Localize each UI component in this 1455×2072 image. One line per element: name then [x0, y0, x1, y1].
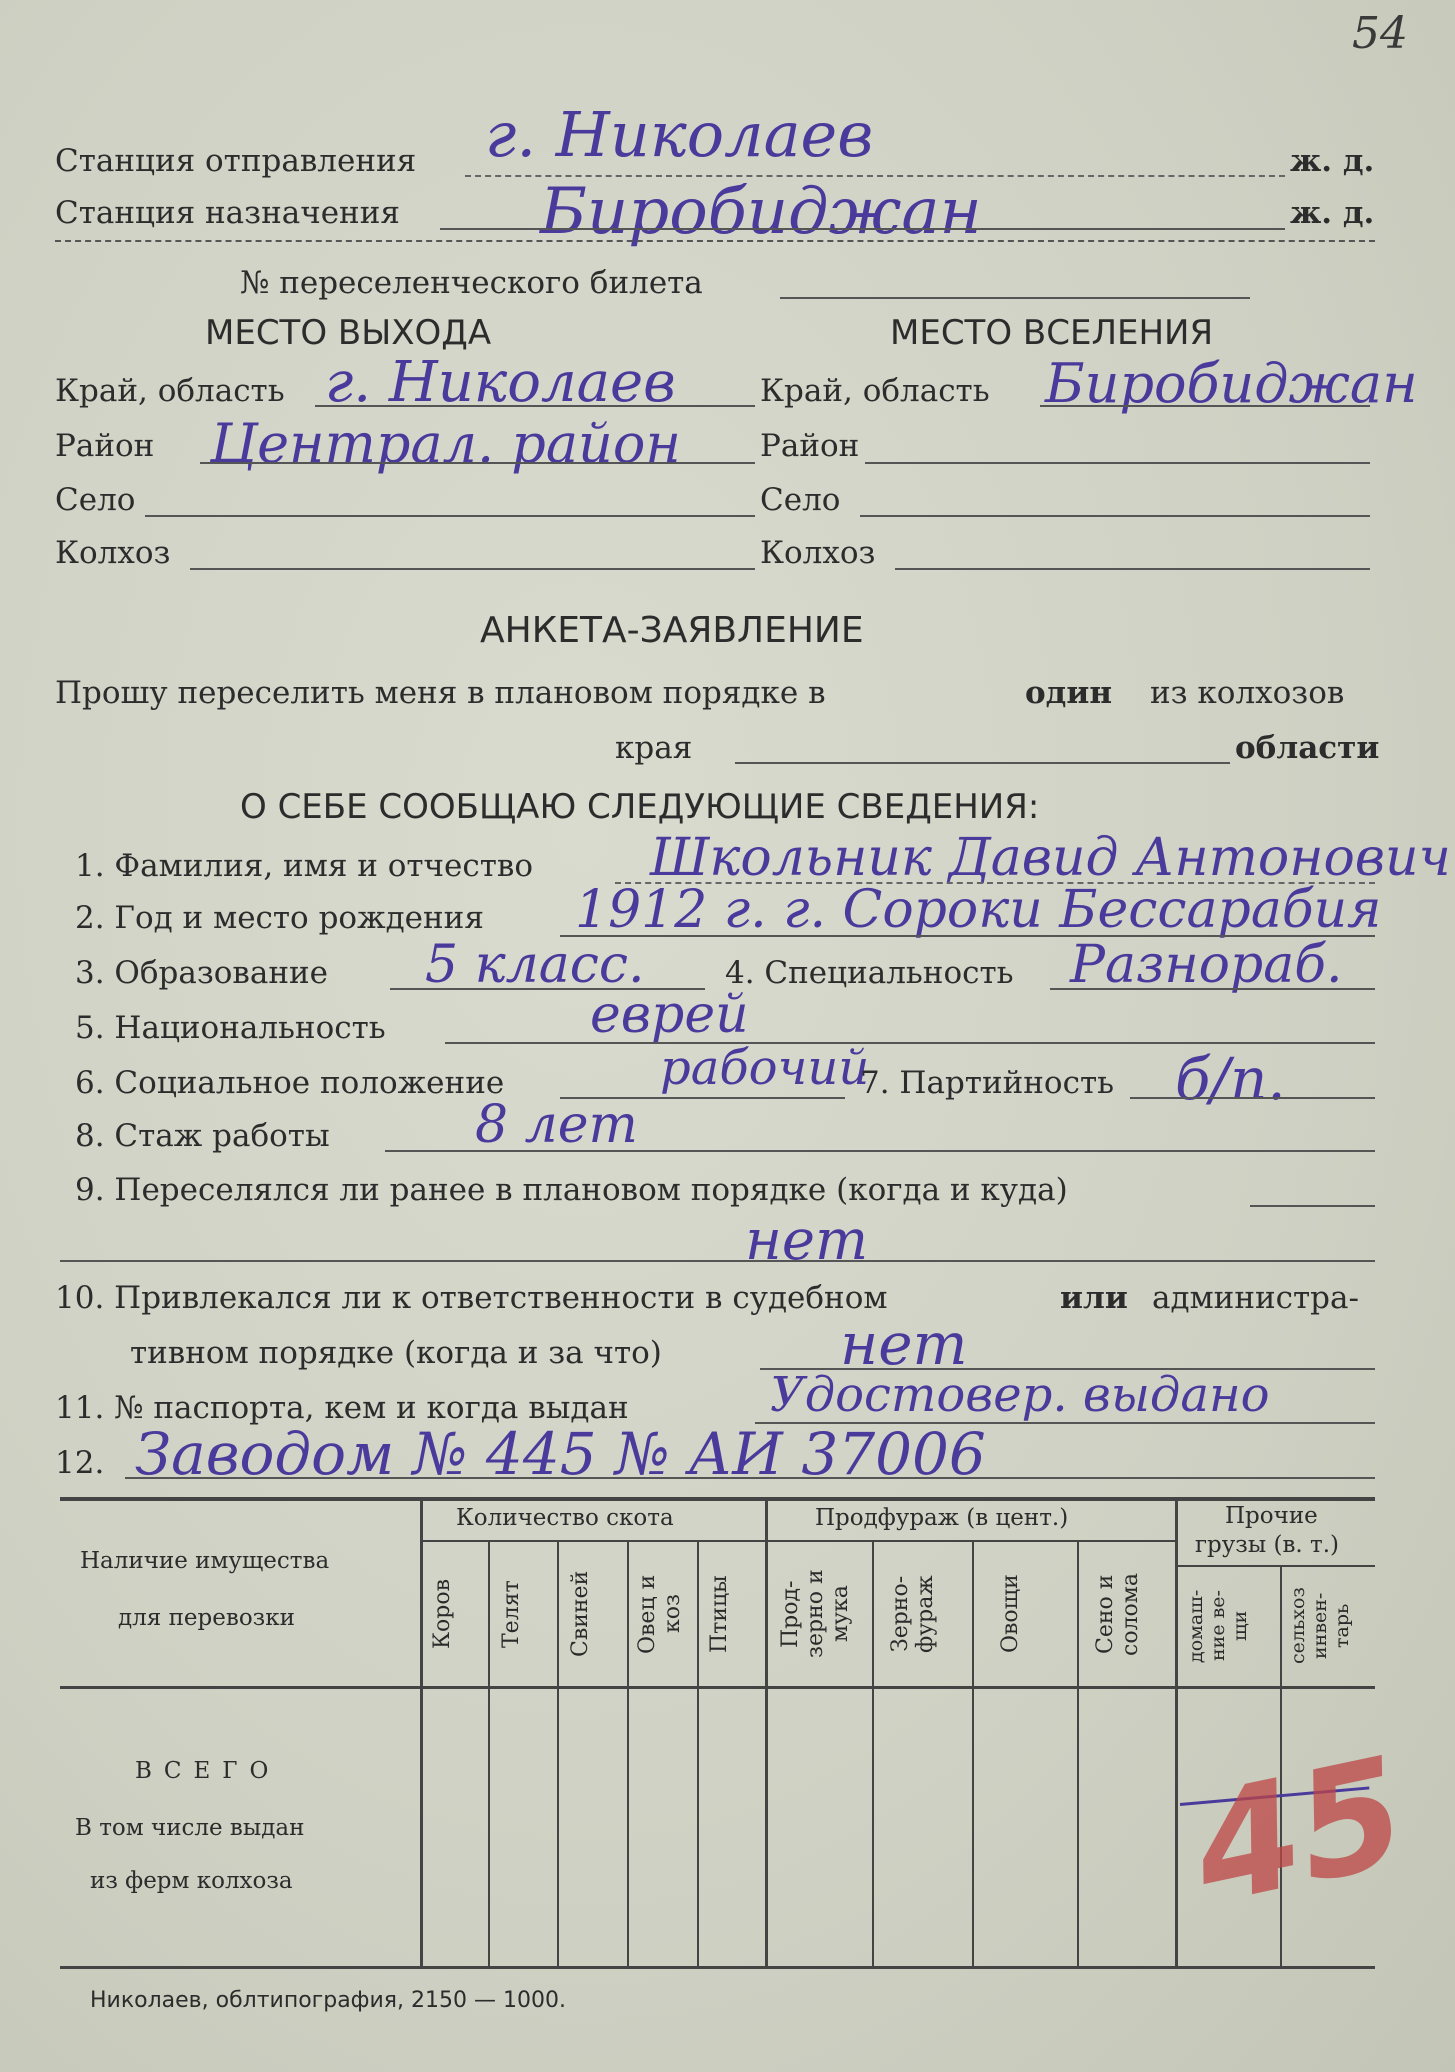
total-label: ВСЕГО	[135, 1758, 281, 1784]
col-header-4: Птицы	[707, 1575, 732, 1653]
origin-kolkhoz-label: Колхоз	[55, 535, 171, 571]
field-4-value: Разнораб.	[1070, 935, 1343, 995]
col-header-2: Свиней	[568, 1570, 593, 1658]
field-10-admin: администра-	[1152, 1280, 1359, 1316]
resettlement-ticket-label: № переселенческого билета	[240, 265, 703, 301]
group-other-title-2: грузы (в. т.)	[1195, 1532, 1340, 1558]
field-11-label: 11. № паспорта, кем и когда выдан	[55, 1390, 629, 1426]
red-pencil-mark: 45	[1179, 1725, 1420, 1939]
field-12-value: Заводом № 445 № АИ 37006	[135, 1420, 986, 1488]
printer-footer: Николаев, облтипография, 2150 — 1000.	[90, 1988, 566, 2013]
col-sep-3	[627, 1542, 629, 1966]
field-12-label: 12.	[55, 1445, 105, 1481]
col-sep-5	[765, 1497, 768, 1966]
destination-district-label: Район	[760, 428, 860, 464]
group-feed-rule	[765, 1540, 1175, 1542]
field-10-label-2: тивном порядке (когда и за что)	[130, 1335, 662, 1371]
field-3-value: 5 класс.	[425, 935, 645, 995]
field-7-value: б/п.	[1175, 1045, 1286, 1113]
destination-region-value: Биробиджан	[1045, 352, 1418, 415]
destination-region-label: Край, область	[760, 373, 990, 409]
col-header-9: домаш- ние ве- щи	[1185, 1589, 1251, 1663]
field-11-value: Удостовер. выдано	[770, 1367, 1270, 1423]
station-departure-label: Станция отправления	[55, 143, 417, 179]
group-other-rule	[1175, 1565, 1375, 1567]
field-9-label: 9. Переселялся ли ранее в плановом порядке (когда и куда)	[75, 1172, 1068, 1208]
col-header-7: Овощи	[998, 1574, 1023, 1654]
destination-village-label: Село	[760, 482, 841, 518]
about-self-heading: О СЕБЕ СООБЩАЮ СЛЕДУЮЩИЕ СВЕДЕНИЯ:	[240, 787, 1040, 827]
group-livestock-title: Количество скота	[456, 1505, 674, 1531]
destination-title: МЕСТО ВСЕЛЕНИЯ	[890, 313, 1214, 353]
row-header-line-1: Наличие имущества	[80, 1548, 330, 1574]
origin-region-label: Край, область	[55, 373, 285, 409]
col-header-3: Овец и коз	[635, 1574, 685, 1654]
col-header-0: Коров	[430, 1579, 455, 1649]
col-sep-4	[697, 1542, 699, 1966]
issued-line-1: В том числе выдан	[75, 1815, 305, 1841]
group-feed-title: Продфураж (в цент.)	[815, 1505, 1069, 1531]
field-3-label: 3. Образование	[75, 955, 329, 991]
destination-kolkhoz-label: Колхоз	[760, 535, 876, 571]
col-sep-6	[872, 1542, 874, 1966]
origin-district-label: Район	[55, 428, 155, 464]
col-sep-7	[972, 1542, 974, 1966]
request-kolkhoz: из колхозов	[1150, 675, 1345, 711]
col-header-5: Прод- зерно и мука	[778, 1569, 853, 1659]
origin-region-value: г. Николаев	[325, 350, 676, 415]
oblast-label: области	[1235, 730, 1380, 766]
col-header-1: Телят	[499, 1580, 524, 1648]
station-destination-value: Биробиджан	[540, 175, 982, 249]
issued-line-2: из ферм колхоза	[90, 1868, 293, 1894]
station-destination-suffix: ж. д.	[1290, 195, 1375, 231]
form-title: АНКЕТА-ЗАЯВЛЕНИЕ	[480, 610, 864, 651]
field-6-value: рабочий	[660, 1040, 870, 1096]
field-5-value: еврей	[590, 985, 749, 1045]
group-livestock-rule	[420, 1540, 765, 1542]
field-8-value: 8 лет	[475, 1095, 638, 1155]
field-10-value: нет	[840, 1310, 968, 1378]
col-header-8: Сено и солома	[1093, 1572, 1143, 1656]
field-8-label: 8. Стаж работы	[75, 1118, 330, 1154]
field-7-label: 7. Партийность	[860, 1065, 1114, 1101]
col-header-6: Зерно- фураж	[888, 1575, 938, 1653]
table-bottom-rule	[60, 1966, 1375, 1969]
field-9-value: нет	[745, 1208, 869, 1273]
col-sep-9	[1175, 1497, 1178, 1966]
field-2-value: 1912 г. г. Сороки Бессарабия	[575, 880, 1382, 940]
col-sep-8	[1077, 1542, 1079, 1966]
field-10-or: или	[1060, 1280, 1128, 1316]
page-number: 54	[1352, 8, 1408, 59]
group-other-title-1: Прочие	[1225, 1503, 1318, 1529]
request-text: Прошу переселить меня в плановом порядке в	[55, 675, 826, 711]
col-sep-0	[420, 1497, 423, 1966]
field-10-label: 10. Привлекался ли к ответственности в судебном	[55, 1280, 888, 1316]
field-2-label: 2. Год и место рождения	[75, 900, 484, 936]
station-departure-value: г. Николаев	[485, 98, 874, 171]
field-1-label: 1. Фамилия, имя и отчество	[75, 848, 534, 884]
origin-village-label: Село	[55, 482, 136, 518]
col-sep-2	[557, 1542, 559, 1966]
request-one: один	[1025, 675, 1113, 711]
field-5-label: 5. Национальность	[75, 1010, 386, 1046]
col-header-10: сельхоз инвен- тарь	[1287, 1587, 1353, 1665]
row-header-line-2: для перевозки	[118, 1605, 295, 1631]
origin-district-value: Централ. район	[210, 412, 681, 475]
station-departure-suffix: ж. д.	[1290, 143, 1375, 179]
station-destination-label: Станция назначения	[55, 195, 400, 231]
origin-title: МЕСТО ВЫХОДА	[205, 313, 492, 353]
kray-label: края	[615, 730, 693, 766]
field-4-label: 4. Специальность	[725, 955, 1014, 991]
col-sep-1	[488, 1542, 490, 1966]
field-6-label: 6. Социальное положение	[75, 1065, 505, 1101]
field-1-value: Школьник Давид Антонович	[650, 828, 1451, 888]
